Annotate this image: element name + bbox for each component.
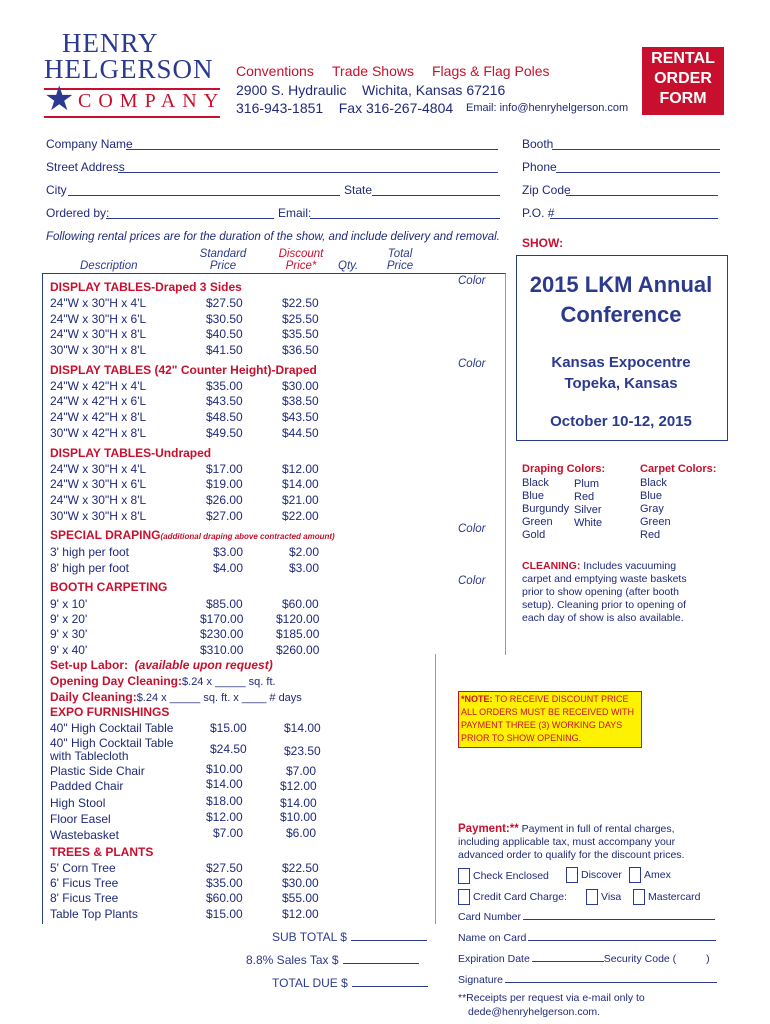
phone-line[interactable] — [556, 172, 720, 173]
amex-option[interactable]: Amex — [629, 867, 671, 883]
carpet-colors-title: Carpet Colors: — [640, 463, 717, 475]
discover-option[interactable]: Discover — [566, 867, 622, 883]
note-label: NOTE: — [464, 694, 493, 704]
col-discount: Discount Price* — [278, 248, 324, 272]
amex-checkbox[interactable] — [629, 867, 641, 883]
name-on-card-field[interactable]: Name on Card — [458, 932, 716, 944]
street-line[interactable] — [118, 172, 498, 173]
section-undraped-title: DISPLAY TABLES-Undraped — [50, 446, 212, 460]
visa-option[interactable]: Visa — [586, 889, 621, 905]
draping-colors-title: Draping Colors: — [522, 463, 606, 475]
col-standard: Standard Price — [199, 248, 247, 272]
section-special-draping-title: SPECIAL DRAPING(additional draping above contracted amount) — [50, 528, 335, 542]
discount-note-box: *NOTE: TO RECEIVE DISCOUNT PRICE ALL ORDERS MUST BE RECEIVED WITH PAYMENT THREE (3) WORKING DAYS PRIOR TO SHOW OPENING. — [458, 691, 642, 748]
color-label-4: Color — [458, 575, 486, 587]
sales-tax[interactable]: 8.8% Sales Tax $ — [246, 953, 419, 967]
section-carpeting-title: BOOTH CARPETING — [50, 580, 168, 594]
color-label-2: Color — [458, 358, 486, 370]
show-dates: October 10-12, 2015 — [550, 413, 692, 430]
color-label-1: Color — [458, 275, 486, 287]
po-label: P.O. # — [522, 206, 555, 220]
visa-checkbox[interactable] — [586, 889, 598, 905]
form-title-line2: ORDER — [654, 70, 712, 87]
form-title-line3: FORM — [659, 90, 707, 107]
payment-title: Payment:** — [458, 823, 519, 835]
intro-text: Following rental prices are for the duration of the show, and include delivery and removal. — [46, 231, 500, 243]
company-email: Email: info@henryhelgerson.com — [466, 102, 629, 114]
name-on-card-line[interactable] — [528, 940, 716, 941]
sales-tax-line[interactable] — [343, 963, 419, 964]
street-label: Street Address — [46, 160, 125, 174]
logo-henry: HENRY — [62, 28, 159, 58]
email-label: Email: — [278, 206, 312, 220]
star-icon: ★ — [44, 80, 75, 118]
total-due[interactable]: TOTAL DUE $ — [272, 976, 428, 990]
receipts-info: **Receipts per request via e-mail only to dede@henryhelgerson.com. — [458, 992, 645, 1018]
ordered-by-line[interactable] — [106, 218, 274, 219]
show-name: 2015 LKM Annual Conference — [529, 272, 713, 327]
nav-trade-shows: Trade Shows — [332, 63, 414, 79]
check-enclosed-option[interactable]: Check Enclosed — [458, 868, 549, 884]
color-label-3: Color — [458, 523, 486, 535]
logo-company: COMPANY — [78, 90, 226, 112]
special-draping-note: (additional draping above contracted amount) — [160, 532, 335, 541]
po-line[interactable] — [550, 218, 718, 219]
opening-day-cleaning: Opening Day Cleaning:$.24 x _____ sq. ft. — [50, 674, 276, 688]
mastercard-option[interactable]: Mastercard — [633, 889, 701, 905]
col-description: Description — [80, 260, 138, 272]
show-label: SHOW: — [522, 236, 564, 250]
city-label: City — [46, 183, 67, 197]
form-title-line1: RENTAL — [651, 50, 715, 67]
col-qty: Qty. — [338, 260, 359, 272]
section-trees-title: TREES & PLANTS — [50, 845, 154, 859]
section-draped-title: DISPLAY TABLES-Draped 3 Sides — [50, 280, 242, 294]
daily-cleaning: Daily Cleaning:$.24 x _____ sq. ft. x ____ # days — [50, 690, 302, 704]
cleaning-title: CLEANING: — [522, 560, 581, 572]
payment-info: Payment:** Payment in full of rental charges, including applicable tax, must accompany your advanced order to qualify for the discount prices. — [458, 823, 685, 861]
draping-colors-col2: Plum Red Silver White — [574, 478, 603, 529]
booth-line[interactable] — [552, 149, 720, 150]
zip-line[interactable] — [566, 195, 718, 196]
booth-label: Booth — [522, 137, 554, 151]
col-total: Total Price — [386, 248, 414, 272]
draping-colors-col1: Black Blue Burgundy Green Gold — [522, 477, 570, 541]
company-phone: 316-943-1851 Fax 316-267-4804 — [236, 100, 454, 116]
subtotal[interactable]: SUB TOTAL $ — [272, 930, 427, 944]
city-line[interactable] — [68, 195, 340, 196]
nav-conventions: Conventions — [236, 63, 314, 79]
signature-line[interactable] — [505, 982, 717, 983]
total-due-line[interactable] — [352, 986, 428, 987]
logo-helgerson: HELGERSON — [44, 54, 214, 84]
zip-label: Zip Code — [522, 183, 571, 197]
company-name-line[interactable] — [126, 149, 498, 150]
company-address: 2900 S. Hydraulic Wichita, Kansas 67216 — [236, 82, 506, 98]
mastercard-checkbox[interactable] — [633, 889, 645, 905]
company-name-label: Company Name — [46, 137, 133, 151]
cleaning-info: CLEANING: Includes vacuuming carpet and emptying waste baskets prior to show opening (after booth setup). Cleaning prior to opening of each day of show is also available. — [522, 560, 687, 624]
card-number-field[interactable]: Card Number — [458, 911, 715, 923]
phone-label: Phone — [522, 160, 557, 174]
card-number-line[interactable] — [523, 919, 715, 920]
credit-card-checkbox[interactable] — [458, 889, 470, 905]
section-counter-title: DISPLAY TABLES (42" Counter Height)-Draped — [50, 363, 317, 377]
setup-labor: Set-up Labor: (available upon request) — [50, 658, 273, 672]
subtotal-line[interactable] — [351, 940, 427, 941]
carpet-colors-list: Black Blue Gray Green Red — [640, 477, 671, 541]
section-expo-title: EXPO FURNISHINGS — [50, 705, 170, 719]
ordered-by-label: Ordered by: — [46, 206, 110, 220]
email-line[interactable] — [310, 218, 500, 219]
credit-card-option[interactable]: Credit Card Charge: — [458, 889, 567, 905]
form-title-box — [642, 47, 724, 115]
show-venue: Kansas Expocentre Topeka, Kansas — [551, 354, 691, 392]
expiration-field[interactable]: Expiration Date Security Code ( ) — [458, 953, 710, 965]
state-line[interactable] — [372, 195, 500, 196]
check-enclosed-checkbox[interactable] — [458, 868, 470, 884]
state-label: State — [344, 183, 373, 197]
discover-checkbox[interactable] — [566, 867, 578, 883]
signature-field[interactable]: Signature — [458, 974, 717, 986]
expiration-line[interactable] — [532, 961, 604, 962]
nav-flags: Flags & Flag Poles — [432, 63, 550, 79]
